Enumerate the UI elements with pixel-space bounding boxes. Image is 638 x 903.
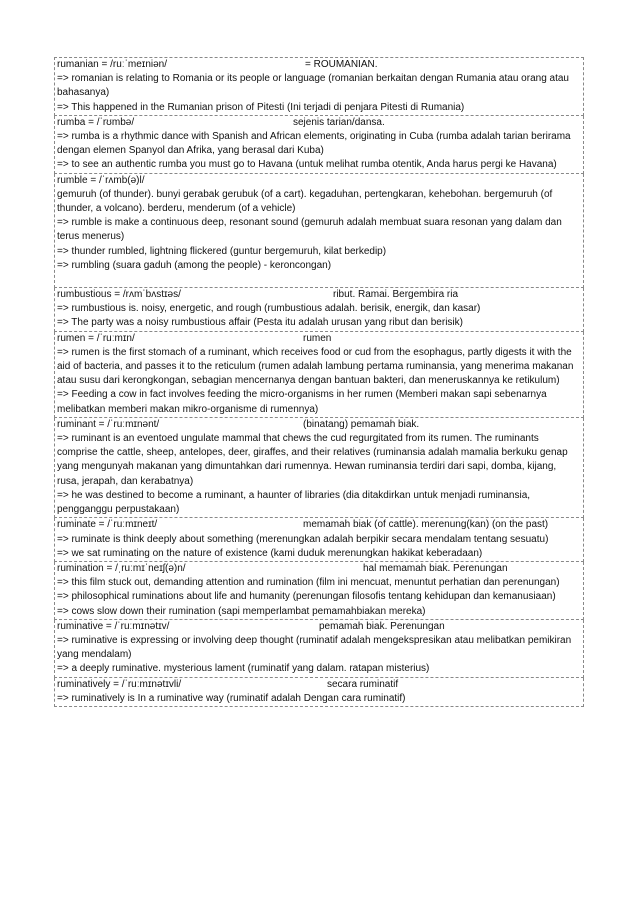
entry-line: => we sat ruminating on the nature of existence (kami duduk merenungkan hakikat keberadaan) [57,547,483,559]
entry-4 [54,332,584,418]
entry-line: => thunder rumbled, lightning flickered (guntur bergemuruh, kilat berkedip) [57,245,387,257]
entry-head [57,562,581,576]
entry-meaning: hal memamah biak. Perenungan [363,562,508,574]
entry-9 [54,678,584,707]
entry-line: => rumba is a rhythmic dance with Spanish and African elements, originating in Cuba (rumba adalah tarian berirama dengan elemen Spanyol dan Afrika, yang berasal dari Kuba) [57,131,571,157]
entry-term: rumba = /ˈrʊmbə/ [57,116,135,128]
entry-line: => The party was a noisy rumbustious affair (Pesta itu adalah urusan yang ribut dan berisik) [57,317,463,329]
glossary-page [54,57,584,707]
entry-head [57,58,581,72]
entry-line: => This happened in the Rumanian prison of Pitesti (Ini terjadi di penjara Pitesti di Rumania) [57,101,465,113]
entry-head [57,174,581,217]
entry-head [57,620,581,634]
entry-head [57,332,581,346]
entry-term: rumination = /ˌruːmɪˈneɪʃ(ə)n/ [57,562,186,574]
entry-term: rumbustious = /rʌmˈbʌstɪəs/ [57,289,181,301]
entry-line: => ruminative is expressing or involving deep thought (ruminatif adalah mengekspresikan atau melibatkan pemikiran yang mendalam) [57,634,572,661]
entry-0 [54,57,584,116]
entry-meaning: pemamah biak. Perenungan [319,620,445,632]
entry-spacer [57,273,581,287]
entry-line: => rumen is the first stomach of a ruminant, which receives food or cud from the esophagus, partly digests it with the aid of bacteria, and passes it to the reticulum (rumen adalah lambung pertama ruminansia, yang menerima makanan atau susu dari kerongkongan, sebagian mencernanya dengan bantuan bakteri, dan meneruskannya ke retikulum) [57,346,574,387]
entry-line: => this film stuck out, demanding attention and rumination (film ini mencuat, menuntut perhatian dan perenungan) [57,577,560,589]
entry-term: rumanian = /ruːˈmeɪniən/ [57,59,167,70]
entry-term: ruminatively = /ˈruːmɪnətɪvli/ [57,678,182,690]
entry-line: => ruminate is think deeply about something (merenungkan adalah berpikir secara mendalam tentang sesuatu) [57,533,549,545]
entry-meaning: secara ruminatif [327,678,399,690]
entry-meaning: memamah biak (of cattle). merenung(kan) (on the past) [303,519,549,531]
entry-head [57,288,581,302]
entry-line: => he was destined to become a ruminant, a haunter of libraries (dia ditakdirkan untuk menjadi ruminansia, pengganggu perpustakaan) [57,489,531,516]
entry-meaning: sejenis tarian/dansa. [293,116,385,128]
entry-head [57,518,581,532]
entry-line: => rumble is make a continuous deep, resonant sound (gemuruh adalah membuat suara resonan yang dalam dan terus menerus) [57,217,562,243]
entry-3 [54,288,584,332]
entry-7 [54,562,584,620]
entry-head [57,116,581,130]
entry-line: => philosophical ruminations about life and humanity (perenungan filosofis tentang kehidupan dan kemanusiaan) [57,591,556,603]
entry-line: => to see an authentic rumba you must go to Havana (untuk melihat rumba otentik, Anda harus pergi ke Havana) [57,159,557,171]
entry-line: => ruminatively is In a ruminative way (ruminatif adalah Dengan cara ruminatif) [57,692,406,704]
entry-line: => Feeding a cow in fact involves feeding the micro-organisms in her rumen (Memberi makan sapi sebenarnya melibatkan memberi makan mikro-organisme di rumennya) [57,389,547,415]
entry-line: => rumbling (suara gaduh (among the people) - keroncongan) [57,259,332,271]
entry-head [57,678,581,692]
entry-line: => ruminant is an eventoed ungulate mammal that chews the cud regurgitated from its rumen. The ruminants comprise the cattle, sheep, antelopes, deer, giraffes, and their relatives (ruminansia adalah mamalia berkuku genap yang mengunyah makanan yang dimuntahkan dari rumennya. Hewan ruminansia terdiri dari sapi, domba, kijang, rusa, jerapah, dan kerabatnya) [57,433,568,487]
entry-2 [54,174,584,288]
entry-8 [54,620,584,678]
entry-term: ruminate = /ˈruːmɪneɪt/ [57,519,158,531]
entry-term: ruminative = /ˈruːmɪnətɪv/ [57,620,170,632]
entry-meaning: (binatang) pemamah biak. [303,418,420,430]
entry-term: ruminant = /ˈruːmɪnənt/ [57,418,160,430]
entry-5 [54,418,584,518]
entry-head [57,418,581,432]
entry-meaning: gemuruh (of thunder). bunyi gerabak gerubuk (of a cart). kegaduhan, pertengkaran, kehebohan. bergemuruh (of thunder, a volcano). berderu, menderum (of a vehicle) [57,188,553,215]
entry-term: rumen = /ˈruːmɪn/ [57,332,135,344]
entry-meaning: = ROUMANIAN. [305,59,378,70]
entry-term: rumble = /ˈrʌmb(ə)l/ [57,174,145,186]
entry-meaning: ribut. Ramai. Bergembira ria [333,289,459,301]
entry-1 [54,116,584,174]
entry-line: => a deeply ruminative. mysterious lament (ruminatif yang dalam. ratapan misterius) [57,663,430,675]
entry-line: => cows slow down their rumination (sapi memperlambat pemamahbiakan mereka) [57,605,426,617]
entry-line: => romanian is relating to Romania or its people or language (romanian berkaitan dengan Rumania atau orang atau bahasanya) [57,73,569,99]
entry-meaning: rumen [303,332,332,344]
entry-6 [54,518,584,562]
entry-line: => rumbustious is. noisy, energetic, and rough (rumbustious adalah. berisik, energik, dan kasar) [57,303,481,315]
